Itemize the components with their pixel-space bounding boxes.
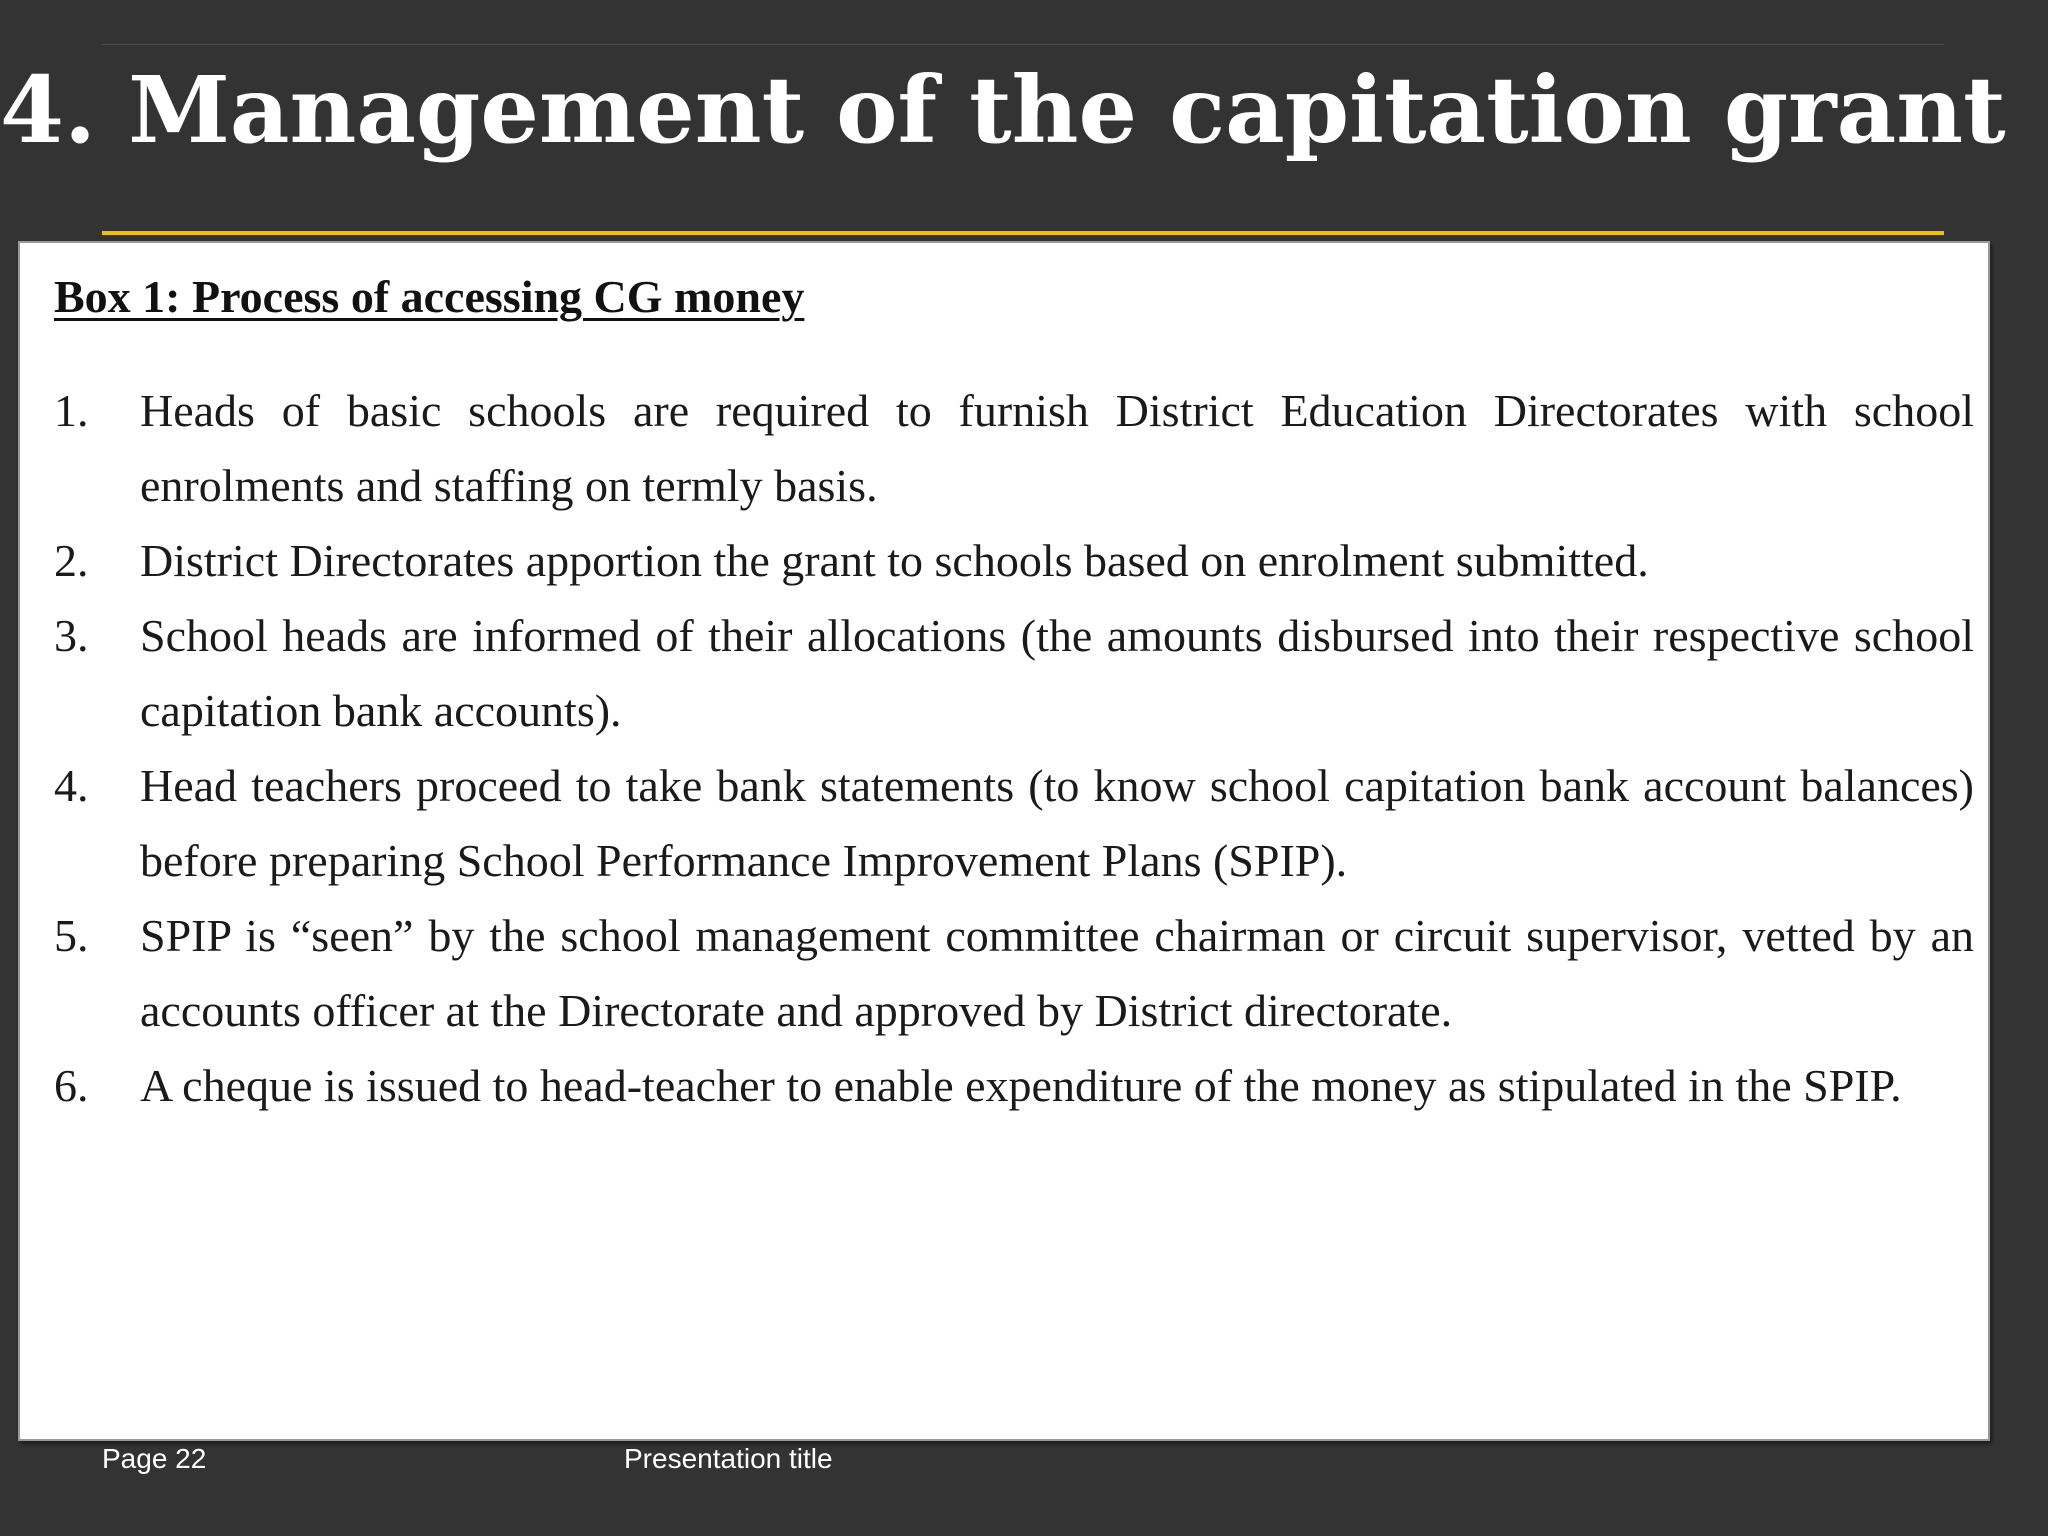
step-item xyxy=(54,748,1974,898)
top-divider xyxy=(102,44,1944,45)
step-number: 1. xyxy=(54,385,89,436)
step-text: A cheque is issued to head-teacher to enable expenditure of the money as stipulated in the SPIP. xyxy=(140,1060,1902,1111)
step-item xyxy=(54,373,1974,523)
footer-page-number: Page 22 xyxy=(102,1443,207,1474)
step-number: 2. xyxy=(54,535,89,586)
step-number: 6. xyxy=(54,1060,89,1111)
step-text: School heads are informed of their allocations (the amounts disbursed into their respective school capitation bank accounts). xyxy=(140,610,1974,736)
box-heading: Box 1: Process of accessing CG money xyxy=(54,271,805,322)
step-number: 4. xyxy=(54,760,89,811)
process-box xyxy=(18,241,1990,1441)
step-text: District Directorates apportion the grant to schools based on enrolment submitted. xyxy=(140,535,1649,586)
step-text: Head teachers proceed to take bank statements (to know school capitation bank account balances) before preparing School Performance Improvement Plans (SPIP). xyxy=(140,760,1974,886)
title-underline-accent xyxy=(102,231,1944,235)
step-item xyxy=(54,1048,1974,1123)
step-item xyxy=(54,523,1974,598)
step-item xyxy=(54,598,1974,748)
step-text: Heads of basic schools are required to furnish District Education Directorates with school enrolments and staffing on termly basis. xyxy=(140,385,1974,511)
footer-presentation-title: Presentation title xyxy=(624,1443,833,1474)
step-item xyxy=(54,898,1974,1048)
step-number: 3. xyxy=(54,610,89,661)
process-steps-list xyxy=(54,373,1974,1123)
step-number: 5. xyxy=(54,910,89,961)
slide-title: 4. Management of the capitation grant xyxy=(0,56,2006,164)
step-text: SPIP is “seen” by the school management committee chairman or circuit supervisor, vetted by an accounts officer at the Directorate and approved by District directorate. xyxy=(140,910,1974,1036)
